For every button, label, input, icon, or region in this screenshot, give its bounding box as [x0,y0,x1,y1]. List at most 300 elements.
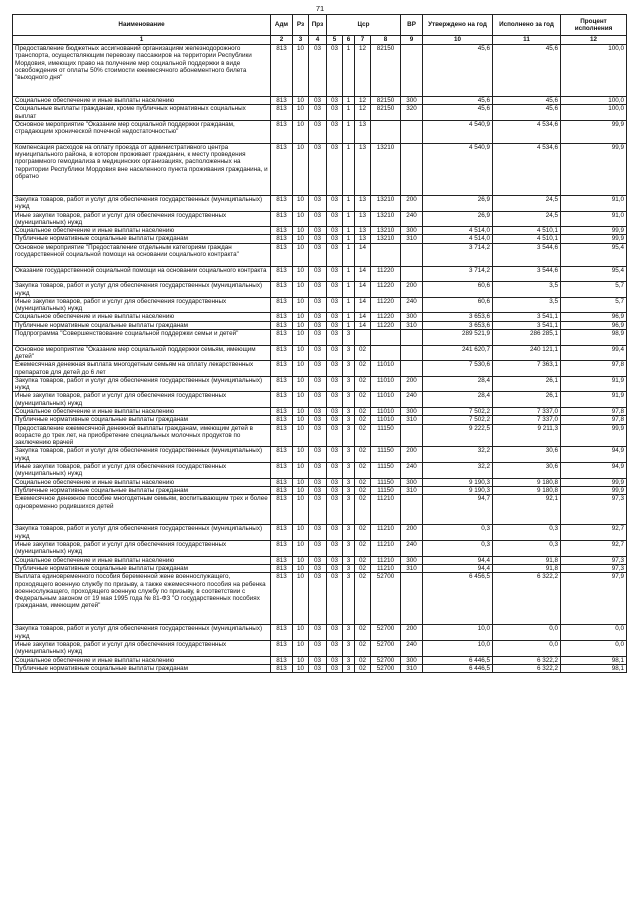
cell-csr-2: 3 [343,424,355,447]
cell-csr-3: 14 [355,313,371,321]
cell-rz: 10 [293,211,309,227]
cell-csr-1: 03 [327,321,343,329]
cell-csr-4: 11010 [371,361,401,377]
cell-csr-2: 3 [343,407,355,415]
cell-csr-4: 11220 [371,297,401,313]
cell-csr-1: 03 [327,640,343,656]
cell-vr: 240 [401,640,423,656]
cell-adm: 813 [271,361,293,377]
cell-fact: 24,5 [493,211,561,227]
column-number: 2 [271,36,293,45]
cell-csr-3: 02 [355,345,371,361]
cell-csr-1: 03 [327,45,343,97]
cell-csr-2: 1 [343,297,355,313]
col-header-name: Наименование [13,15,271,36]
cell-plan: 94,7 [423,495,493,525]
cell-fact: 92,1 [493,495,561,525]
table-row [13,243,627,266]
cell-rz: 10 [293,564,309,572]
cell-csr-3: 02 [355,495,371,525]
cell-prz: 03 [309,120,327,143]
table-row [13,120,627,143]
cell-prz: 03 [309,211,327,227]
cell-csr-3: 14 [355,266,371,282]
cell-percent: 91,9 [561,392,627,408]
cell-prz: 03 [309,556,327,564]
table-row [13,235,627,243]
cell-plan: 3 653,6 [423,321,493,329]
cell-adm: 813 [271,345,293,361]
cell-percent: 95,4 [561,243,627,266]
cell-vr: 240 [401,392,423,408]
cell-prz: 03 [309,376,327,392]
cell-adm: 813 [271,376,293,392]
cell-csr-3: 02 [355,664,371,672]
cell-plan: 10,0 [423,640,493,656]
cell-prz: 03 [309,486,327,494]
cell-csr-4: 11220 [371,321,401,329]
cell-csr-1: 03 [327,424,343,447]
cell-csr-4: 11010 [371,376,401,392]
cell-csr-2: 1 [343,266,355,282]
cell-rz: 10 [293,266,309,282]
cell-plan: 3 714,2 [423,243,493,266]
cell-fact: 9 180,8 [493,478,561,486]
cell-csr-1: 03 [327,330,343,346]
cell-csr-3: 02 [355,556,371,564]
cell-prz: 03 [309,525,327,541]
cell-name: Социальное обеспечение и иные выплаты населению [13,97,271,105]
cell-percent: 94,9 [561,447,627,463]
cell-csr-1: 03 [327,243,343,266]
table-row [13,525,627,541]
cell-adm: 813 [271,143,293,195]
cell-adm: 813 [271,330,293,346]
cell-plan: 4 514,0 [423,235,493,243]
cell-fact: 3 544,6 [493,243,561,266]
cell-prz: 03 [309,97,327,105]
cell-fact: 6 322,2 [493,656,561,664]
cell-fact: 7 363,1 [493,361,561,377]
cell-adm: 813 [271,556,293,564]
cell-plan: 9 190,3 [423,486,493,494]
cell-csr-2: 1 [343,282,355,298]
cell-plan: 9 222,5 [423,424,493,447]
cell-vr [401,345,423,361]
cell-csr-3: 13 [355,120,371,143]
cell-fact: 7 337,0 [493,407,561,415]
cell-csr-1: 03 [327,376,343,392]
cell-csr-3: 13 [355,227,371,235]
cell-csr-3: 02 [355,564,371,572]
cell-rz: 10 [293,656,309,664]
cell-percent: 0,0 [561,640,627,656]
cell-percent: 96,9 [561,313,627,321]
cell-plan: 45,6 [423,45,493,97]
table-row [13,625,627,641]
cell-csr-4: 11150 [371,424,401,447]
cell-csr-2: 1 [343,45,355,97]
cell-percent: 96,9 [561,321,627,329]
cell-vr: 320 [401,105,423,121]
cell-csr-3: 02 [355,625,371,641]
cell-name: Социальное обеспечение и иные выплаты населению [13,407,271,415]
table-row [13,664,627,672]
cell-fact: 240 121,1 [493,345,561,361]
cell-percent: 0,0 [561,625,627,641]
cell-fact: 6 322,2 [493,573,561,625]
cell-rz: 10 [293,392,309,408]
table-row [13,573,627,625]
cell-csr-4: 11210 [371,556,401,564]
table-row [13,330,627,346]
cell-csr-4: 52700 [371,664,401,672]
cell-adm: 813 [271,243,293,266]
table-row [13,345,627,361]
cell-adm: 813 [271,573,293,625]
cell-rz: 10 [293,105,309,121]
cell-vr: 310 [401,416,423,424]
cell-adm: 813 [271,120,293,143]
cell-name: Социальное обеспечение и иные выплаты населению [13,656,271,664]
cell-prz: 03 [309,541,327,557]
cell-adm: 813 [271,211,293,227]
cell-rz: 10 [293,664,309,672]
cell-prz: 03 [309,564,327,572]
cell-csr-2: 3 [343,361,355,377]
cell-prz: 03 [309,235,327,243]
cell-csr-1: 03 [327,392,343,408]
table-row [13,407,627,415]
cell-csr-3: 02 [355,486,371,494]
cell-name: Предоставление ежемесячной денежной выплаты гражданам, имеющим детей в возрасте до трех лет, на приобретение специальных молочных продуктов по заключению врачей [13,424,271,447]
cell-vr: 200 [401,447,423,463]
cell-vr: 300 [401,478,423,486]
budget-table [12,14,627,673]
table-row [13,282,627,298]
cell-plan: 32,2 [423,463,493,479]
cell-name: Иные закупки товаров, работ и услуг для обеспечения государственных (муниципальных) нужд [13,640,271,656]
cell-csr-1: 03 [327,556,343,564]
cell-vr: 310 [401,486,423,494]
cell-csr-3: 14 [355,282,371,298]
column-number: 7 [355,36,371,45]
cell-plan: 4 540,9 [423,120,493,143]
cell-vr: 300 [401,407,423,415]
cell-vr: 200 [401,282,423,298]
cell-vr: 240 [401,541,423,557]
cell-csr-4: 52700 [371,625,401,641]
cell-prz: 03 [309,243,327,266]
cell-csr-4: 13210 [371,211,401,227]
cell-name: Иные закупки товаров, работ и услуг для обеспечения государственных (муниципальных) нужд [13,463,271,479]
cell-csr-3: 02 [355,656,371,664]
cell-vr [401,143,423,195]
cell-percent: 97,8 [561,407,627,415]
cell-percent: 99,9 [561,143,627,195]
cell-percent: 100,0 [561,45,627,97]
cell-csr-2: 3 [343,525,355,541]
cell-rz: 10 [293,407,309,415]
cell-adm: 813 [271,656,293,664]
cell-csr-2: 3 [343,556,355,564]
cell-rz: 10 [293,227,309,235]
cell-name: Подпрограмма "Совершенствование социальной поддержки семьи и детей" [13,330,271,346]
cell-csr-1: 03 [327,361,343,377]
column-number: 5 [327,36,343,45]
cell-rz: 10 [293,556,309,564]
cell-csr-4: 11220 [371,266,401,282]
cell-csr-2: 1 [343,243,355,266]
cell-csr-4: 11220 [371,282,401,298]
cell-csr-1: 03 [327,143,343,195]
cell-csr-2: 3 [343,447,355,463]
table-row [13,45,627,97]
col-header-vr: ВР [401,15,423,36]
table-row [13,361,627,377]
cell-percent: 97,9 [561,573,627,625]
cell-percent: 92,7 [561,541,627,557]
cell-csr-2: 3 [343,664,355,672]
cell-vr: 200 [401,525,423,541]
cell-adm: 813 [271,525,293,541]
cell-adm: 813 [271,407,293,415]
cell-csr-3: 14 [355,243,371,266]
column-number-row [13,36,627,45]
cell-csr-2: 3 [343,416,355,424]
cell-adm: 813 [271,97,293,105]
cell-fact: 0,3 [493,525,561,541]
cell-fact: 91,8 [493,556,561,564]
cell-name: Социальное обеспечение и иные выплаты населению [13,556,271,564]
cell-csr-1: 03 [327,345,343,361]
cell-plan: 7 530,6 [423,361,493,377]
cell-vr: 240 [401,297,423,313]
cell-percent: 5,7 [561,282,627,298]
cell-csr-2: 1 [343,235,355,243]
cell-csr-4: 11010 [371,416,401,424]
cell-rz: 10 [293,195,309,211]
cell-name: Предоставление бюджетных ассигнований организациям железнодорожного транспорта, осуществляющим перевозку пассажиров на территории Республики Мордовия, имеющих право на получение мер социальной поддержки в виде освобождения от оплаты 50% стоимости ежемесячного абонементного билета "выходного дня" [13,45,271,97]
cell-csr-3: 12 [355,105,371,121]
table-row [13,556,627,564]
cell-fact: 4 534,6 [493,120,561,143]
cell-rz: 10 [293,463,309,479]
cell-fact: 26,1 [493,376,561,392]
cell-prz: 03 [309,640,327,656]
cell-adm: 813 [271,640,293,656]
cell-csr-2: 1 [343,195,355,211]
cell-fact: 3,5 [493,297,561,313]
cell-csr-4 [371,243,401,266]
cell-adm: 813 [271,227,293,235]
cell-rz: 10 [293,143,309,195]
cell-csr-2: 3 [343,392,355,408]
cell-percent: 97,3 [561,556,627,564]
cell-plan: 4 514,0 [423,227,493,235]
cell-fact: 0,0 [493,625,561,641]
cell-vr: 300 [401,97,423,105]
table-row [13,105,627,121]
cell-vr: 300 [401,656,423,664]
cell-plan: 28,4 [423,376,493,392]
cell-adm: 813 [271,541,293,557]
cell-fact: 3 541,1 [493,321,561,329]
cell-csr-2: 3 [343,640,355,656]
cell-percent: 91,0 [561,211,627,227]
cell-vr: 200 [401,376,423,392]
cell-vr [401,120,423,143]
cell-csr-4: 82150 [371,105,401,121]
cell-adm: 813 [271,564,293,572]
table-row [13,447,627,463]
cell-rz: 10 [293,282,309,298]
cell-rz: 10 [293,330,309,346]
cell-prz: 03 [309,573,327,625]
table-row [13,321,627,329]
cell-rz: 10 [293,541,309,557]
cell-name: Публичные нормативные социальные выплаты гражданам [13,321,271,329]
cell-percent: 98,1 [561,664,627,672]
cell-csr-3: 02 [355,463,371,479]
cell-csr-3: 12 [355,97,371,105]
cell-percent: 99,9 [561,235,627,243]
column-number: 12 [561,36,627,45]
cell-rz: 10 [293,321,309,329]
cell-name: Основное мероприятие "Оказание мер социальной поддержки гражданам, страдающим хронической почечной недостаточностью" [13,120,271,143]
cell-adm: 813 [271,625,293,641]
cell-percent: 5,7 [561,297,627,313]
cell-percent: 99,9 [561,486,627,494]
cell-plan: 28,4 [423,392,493,408]
cell-csr-2: 1 [343,143,355,195]
cell-csr-1: 03 [327,625,343,641]
cell-percent: 98,9 [561,330,627,346]
cell-fact: 30,6 [493,447,561,463]
cell-name: Закупка товаров, работ и услуг для обеспечения государственных (муниципальных) нужд [13,282,271,298]
cell-plan: 6 446,5 [423,664,493,672]
cell-csr-3: 13 [355,211,371,227]
cell-fact: 3 541,1 [493,313,561,321]
cell-csr-4: 13210 [371,227,401,235]
cell-rz: 10 [293,243,309,266]
cell-percent: 95,4 [561,266,627,282]
cell-csr-3: 02 [355,573,371,625]
cell-name: Основное мероприятие "Оказание мер социальной поддержки семьям, имеющим детей" [13,345,271,361]
cell-percent: 91,9 [561,376,627,392]
cell-csr-1: 03 [327,313,343,321]
cell-prz: 03 [309,297,327,313]
cell-name: Закупка товаров, работ и услуг для обеспечения государственных (муниципальных) нужд [13,195,271,211]
cell-csr-2: 3 [343,625,355,641]
cell-csr-2: 3 [343,573,355,625]
cell-csr-1: 03 [327,541,343,557]
cell-vr: 300 [401,556,423,564]
column-number: 6 [343,36,355,45]
col-header-adm: Адм [271,15,293,36]
cell-fact: 3,5 [493,282,561,298]
cell-percent: 99,9 [561,424,627,447]
cell-name: Выплата единовременного пособия беременной жене военнослужащего, проходящего военную службу по призыву, а также ежемесячного пособия на ребенка военнослужащего, проходящего военную службу по призыву, в соответствии с Федеральным законом от 19 мая 1995 года № 81-ФЗ "О государственных пособиях гражданам, имеющим детей" [13,573,271,625]
table-row [13,97,627,105]
cell-name: Закупка товаров, работ и услуг для обеспечения государственных (муниципальных) нужд [13,376,271,392]
cell-name: Иные закупки товаров, работ и услуг для обеспечения государственных (муниципальных) нужд [13,211,271,227]
column-number: 1 [13,36,271,45]
cell-prz: 03 [309,143,327,195]
page-number: 71 [315,4,325,13]
cell-adm: 813 [271,447,293,463]
cell-percent: 97,8 [561,361,627,377]
cell-csr-2: 3 [343,486,355,494]
cell-csr-3: 02 [355,416,371,424]
cell-adm: 813 [271,313,293,321]
table-row [13,376,627,392]
cell-csr-4 [371,330,401,346]
cell-rz: 10 [293,345,309,361]
cell-adm: 813 [271,266,293,282]
cell-csr-1: 03 [327,227,343,235]
cell-csr-3: 02 [355,447,371,463]
table-row [13,195,627,211]
cell-csr-1: 03 [327,211,343,227]
cell-csr-1: 03 [327,235,343,243]
cell-rz: 10 [293,486,309,494]
cell-fact: 3 544,6 [493,266,561,282]
cell-plan: 26,9 [423,195,493,211]
column-number: 3 [293,36,309,45]
cell-plan: 4 540,9 [423,143,493,195]
cell-csr-1: 03 [327,463,343,479]
cell-csr-4: 13210 [371,195,401,211]
cell-vr: 200 [401,195,423,211]
table-row [13,478,627,486]
cell-csr-3: 12 [355,45,371,97]
cell-csr-1: 03 [327,664,343,672]
cell-fact: 4 510,1 [493,235,561,243]
cell-csr-1: 03 [327,416,343,424]
cell-csr-3: 02 [355,541,371,557]
cell-plan: 3 653,6 [423,313,493,321]
col-header-rz: Рз [293,15,309,36]
cell-csr-4 [371,120,401,143]
cell-plan: 94,4 [423,556,493,564]
cell-csr-1: 03 [327,447,343,463]
cell-csr-4: 11150 [371,463,401,479]
cell-csr-1: 03 [327,105,343,121]
cell-vr [401,573,423,625]
cell-prz: 03 [309,478,327,486]
column-number: 4 [309,36,327,45]
cell-csr-3: 02 [355,407,371,415]
cell-fact: 45,6 [493,45,561,97]
cell-name: Публичные нормативные социальные выплаты гражданам [13,564,271,572]
cell-csr-3: 02 [355,392,371,408]
cell-csr-1: 03 [327,266,343,282]
cell-adm: 813 [271,424,293,447]
cell-rz: 10 [293,573,309,625]
cell-csr-2: 1 [343,227,355,235]
cell-csr-2: 3 [343,564,355,572]
cell-adm: 813 [271,105,293,121]
col-header-prz: Прз [309,15,327,36]
cell-plan: 0,3 [423,525,493,541]
cell-csr-4: 11210 [371,541,401,557]
cell-csr-2: 3 [343,495,355,525]
table-row [13,392,627,408]
cell-fact: 7 337,0 [493,416,561,424]
cell-plan: 45,6 [423,105,493,121]
cell-csr-4: 13210 [371,143,401,195]
